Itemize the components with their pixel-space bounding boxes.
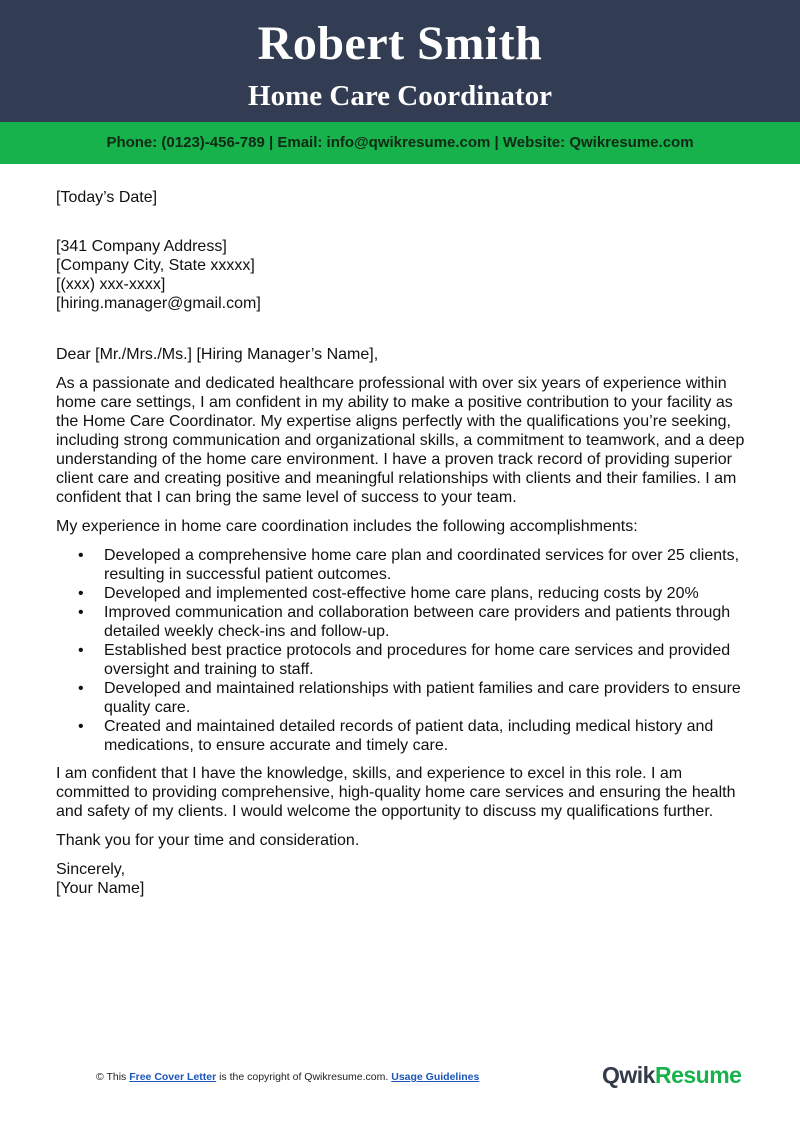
accomplishment-list <box>56 546 756 755</box>
address-line: [(xxx) xxx-xxxx] <box>56 276 166 293</box>
thanks-line: Thank you for your time and consideration. <box>56 832 360 849</box>
list-item: • Developed and implemented cost-effective home care plans, reducing costs by 20% <box>104 584 756 603</box>
list-intro: My experience in home care coordination includes the following accomplishments: <box>56 518 638 535</box>
signoff: Sincerely, <box>56 861 126 878</box>
address-line: [Company City, State xxxxx] <box>56 257 255 274</box>
intro-paragraph: As a passionate and dedicated healthcare professional with over six years of experience within home care settings, I am confident in my ability to make a positive contribution to your facility as the Home Care Coordinator. My expertise aligns perfectly with the qualifications you’re seeking, including strong communication and organizational skills, a commitment to teamwork, and a deep understanding of the home care environment. I have a proven track record of providing superior client care and creating positive and meaningful relationships with clients and their families. I am confident that I can bring the same level of success to your team. <box>56 375 745 506</box>
footer-middle: is the copyright of Qwikresume.com. <box>216 1071 392 1083</box>
applicant-name: Robert Smith <box>257 17 543 70</box>
free-cover-letter-link[interactable]: Free Cover Letter <box>129 1071 217 1083</box>
footer-prefix: © This <box>96 1071 130 1083</box>
list-item: • Developed a comprehensive home care plan and coordinated services for over 25 clients, resulting in successful patient outcomes. <box>104 546 756 584</box>
list-item: • Established best practice protocols and procedures for home care services and provided oversight and training to staff. <box>104 641 756 679</box>
signature: [Your Name] <box>56 880 145 897</box>
letter-body <box>56 188 756 898</box>
qwikresume-logo <box>602 1062 741 1089</box>
usage-guidelines-link[interactable]: Usage Guidelines <box>391 1071 480 1083</box>
logo-part-qwik: Qwik <box>602 1062 655 1088</box>
list-item: • Developed and maintained relationships with patient families and care providers to ensure quality care. <box>104 679 756 717</box>
job-title: Home Care Coordinator <box>248 80 552 112</box>
header-banner <box>0 0 800 122</box>
salutation: Dear [Mr./Mrs./Ms.] [Hiring Manager’s Name], <box>56 346 379 363</box>
contact-bar: Phone: (0123)-456-789 | Email: info@qwikresume.com | Website: Qwikresume.com <box>0 122 800 164</box>
address-line: [hiring.manager@gmail.com] <box>56 295 261 312</box>
list-item: • Created and maintained detailed records of patient data, including medical history and medications, to ensure accurate and timely care. <box>104 717 756 755</box>
recipient-address <box>56 237 756 313</box>
letter-date: [Today’s Date] <box>56 189 158 206</box>
footer-copyright <box>96 1071 479 1083</box>
logo-part-resume: Resume <box>654 1062 742 1088</box>
address-line: [341 Company Address] <box>56 238 227 255</box>
closing-paragraph: I am confident that I have the knowledge, skills, and experience to excel in this role. I am committed to providing comprehensive, high-quality home care services and ensuring the health and safety of my clients. I would welcome the opportunity to discuss my qualifications further. <box>56 765 736 820</box>
list-item: • Improved communication and collaboration between care providers and patients through detailed weekly check-ins and follow-up. <box>104 603 756 641</box>
